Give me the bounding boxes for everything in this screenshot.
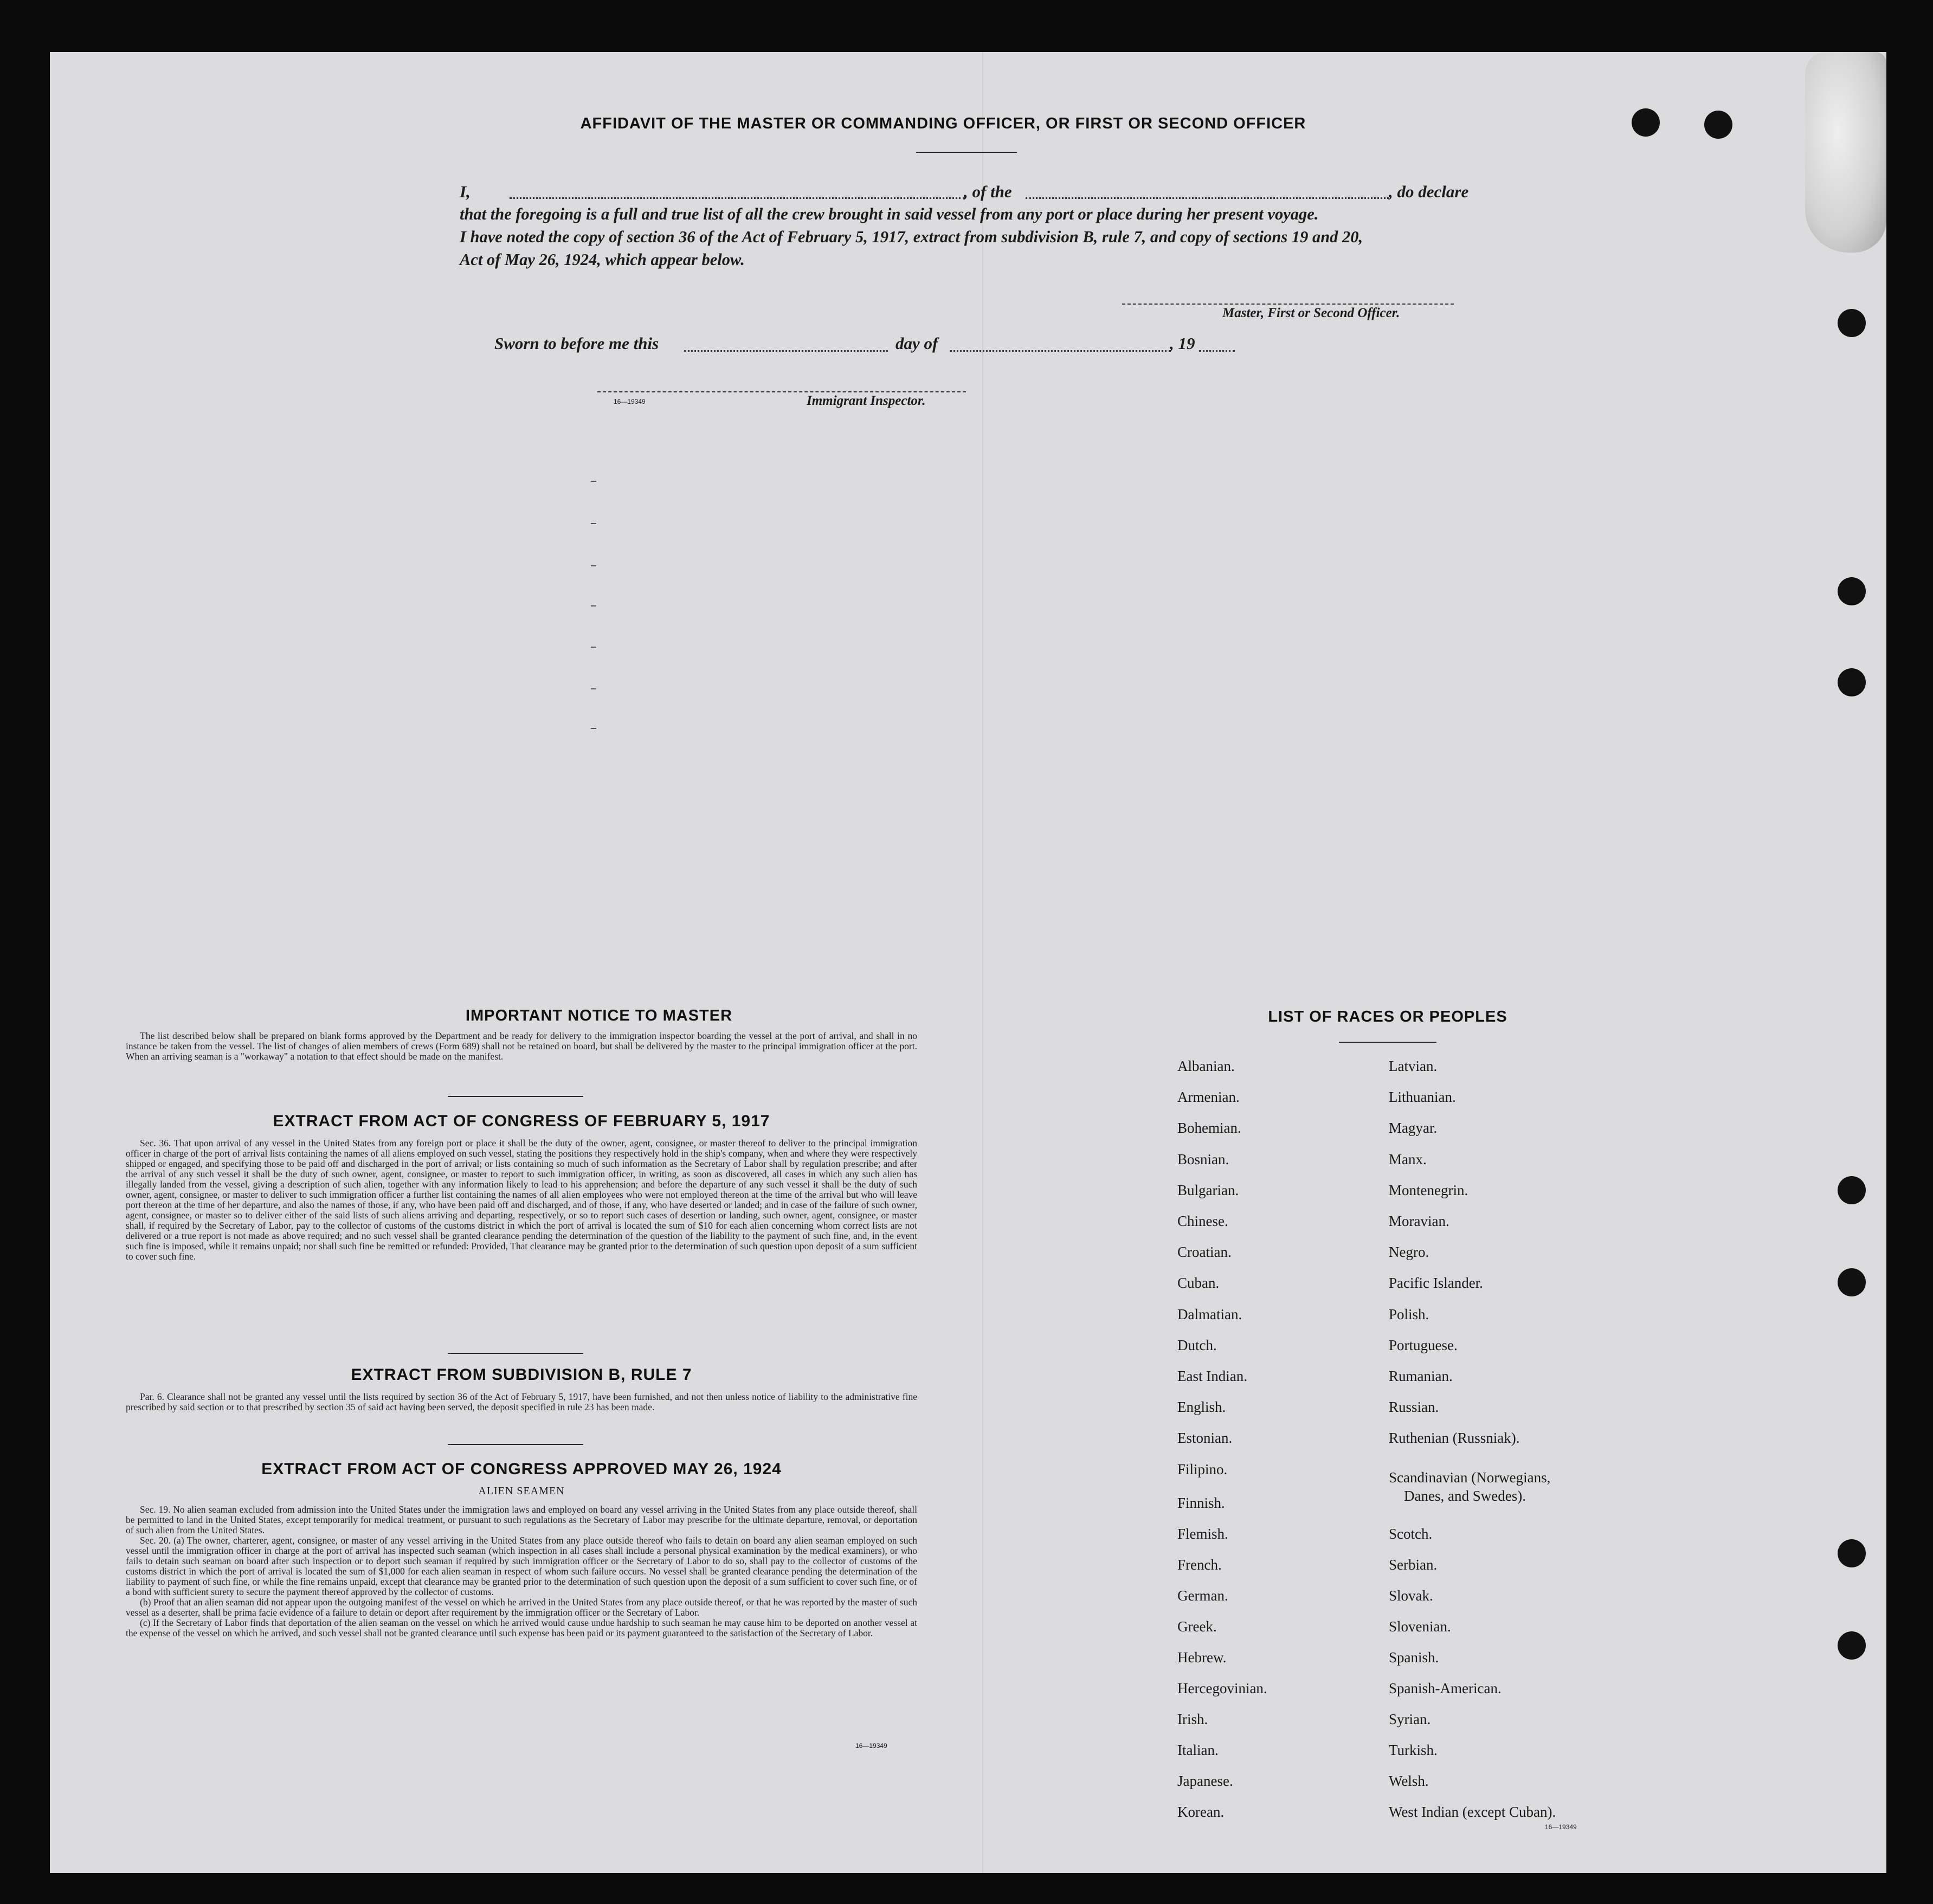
name-blank[interactable] [510, 184, 965, 199]
race-item: Korean. [1177, 1804, 1225, 1820]
sworn-year-blank[interactable] [1199, 337, 1235, 352]
race-item: Italian. [1177, 1742, 1219, 1758]
sec-19-paragraph: Sec. 19. No alien seaman excluded from admission into the United States under the immigration laws and employed on board any vessel arriving in the United States from any place outside thereof, shall be permitted to land in the United States, except temporarily for medical treatment, or pursuant to such regulations as the Secretary of Labor may prescribe for the ultimate departure, removal, or deportation of such alien from the United States. [126, 1504, 917, 1535]
race-item: Manx. [1389, 1151, 1427, 1167]
race-item: Turkish. [1389, 1742, 1438, 1758]
affidavit-line2: that the foregoing is a full and true list of all the crew brought in said vessel from any port or place during her present voyage. [460, 205, 1319, 223]
punch-hole [1838, 668, 1866, 696]
tick-mark [591, 565, 596, 566]
races-title: LIST OF RACES OR PEOPLES [1268, 1008, 1507, 1025]
inspector-caption: Immigrant Inspector. [807, 393, 926, 408]
sworn-month-blank[interactable] [950, 337, 1171, 352]
race-item: Moravian. [1389, 1213, 1449, 1229]
race-item: Polish. [1389, 1306, 1429, 1322]
sworn-prefix: Sworn to before me this [494, 334, 659, 353]
section-rule [448, 1444, 583, 1445]
race-item: Syrian. [1389, 1711, 1431, 1727]
title-rule [916, 152, 1017, 153]
extract-1924-title: EXTRACT FROM ACT OF CONGRESS APPROVED MAY 26, 1924 [261, 1460, 782, 1478]
tick-mark [591, 605, 596, 606]
race-item: East Indian. [1177, 1368, 1247, 1384]
vessel-blank[interactable] [1026, 184, 1389, 199]
race-item: Scandinavian (Norwegians, [1389, 1469, 1551, 1486]
race-item: Serbian. [1389, 1557, 1438, 1573]
tick-mark [591, 688, 596, 689]
race-item: Magyar. [1389, 1120, 1438, 1136]
subdivision-body [126, 1392, 917, 1412]
punch-hole [1838, 577, 1866, 605]
race-item: Spanish-American. [1389, 1680, 1502, 1696]
race-item: Croatian. [1177, 1244, 1232, 1260]
race-item: Danes, and Swedes). [1404, 1488, 1526, 1504]
race-item: Albanian. [1177, 1058, 1235, 1074]
sec-20b-paragraph: (b) Proof that an alien seaman did not appear upon the outgoing manifest of the vessel on which he arrived in the United States from any place outside thereof, or that he was reported by the master of such vessel as a deserter, shall be prima facie evidence of a failure to detain or deport after requirement by the immigration officer or the Secretary of Labor. [126, 1597, 917, 1618]
affidavit-form-number: 16—19349 [614, 398, 646, 405]
race-item: Hercegovinian. [1177, 1680, 1267, 1696]
race-item: Flemish. [1177, 1526, 1228, 1542]
race-item: German. [1177, 1587, 1228, 1604]
par-6-paragraph: Par. 6. Clearance shall not be granted any vessel until the lists required by section 36 of the Act of February 5, 1917, have been furnished, and not then unless notice of liability to the administrative fine prescribed by said section or to that prescribed by section 35 of said act having been served, the deposit specified in rule 23 has been made. [126, 1391, 917, 1412]
fold-crease [982, 52, 983, 1873]
sworn-day-of: day of [895, 334, 938, 353]
race-item: Negro. [1389, 1244, 1429, 1260]
section-rule [448, 1096, 583, 1097]
sworn-day-blank[interactable] [684, 337, 888, 352]
race-item: West Indian (except Cuban). [1389, 1804, 1556, 1820]
punch-hole [1838, 1539, 1866, 1567]
race-item: Slovak. [1389, 1587, 1433, 1604]
sec-20a-paragraph: Sec. 20. (a) The owner, charterer, agent, consignee, or master of any vessel arriving in the United States from any place outside thereof who fails to detain on board any alien seaman employed on such vessel until the immigration officer in charge at the port of arrival has inspected such seaman (which inspection in all cases shall include a personal physical examination by the medical examiners), or who fails to detain such seaman on board after such inspection or to deport such seaman if required by such immigration officer or the Secretary of Labor to do so, shall pay to the collector of customs of the customs district in which the port of arrival is located the sum of $1,000 for each alien seaman in respect of whom such failure occurs. No vessel shall be granted clearance pending the determination of the liability to payment of such fine, or while the fine remains unpaid, except that clearance may be granted prior to the determination of such question upon the deposit of a sum sufficient to cover such fine, or of a bond with sufficient surety to secure the payment thereof approved by the collector of customs. [126, 1535, 917, 1597]
tick-mark [591, 523, 596, 524]
race-item: Bulgarian. [1177, 1182, 1239, 1198]
race-item: Dutch. [1177, 1337, 1217, 1353]
punch-hole [1632, 108, 1660, 137]
race-item: Rumanian. [1389, 1368, 1453, 1384]
affidavit-of-the: , of the [964, 182, 1012, 201]
master-signature-caption: Master, First or Second Officer. [1222, 306, 1400, 320]
race-item: Scotch. [1389, 1526, 1433, 1542]
races-form-number: 16—19349 [1545, 1823, 1577, 1831]
notice-body [126, 1031, 917, 1062]
race-item: French. [1177, 1557, 1222, 1573]
race-item: Portuguese. [1389, 1337, 1458, 1353]
sworn-year-label: , 19 [1170, 334, 1195, 353]
punch-hole [1838, 1268, 1866, 1296]
race-item: Irish. [1177, 1711, 1208, 1727]
alien-seamen-subtitle: ALIEN SEAMEN [478, 1485, 565, 1497]
race-item: Spanish. [1389, 1649, 1439, 1666]
race-item: Hebrew. [1177, 1649, 1227, 1666]
tick-mark [591, 481, 596, 482]
race-item: Lithuanian. [1389, 1089, 1456, 1105]
race-item: Japanese. [1177, 1773, 1233, 1789]
race-item: Ruthenian (Russniak). [1389, 1430, 1520, 1446]
race-item: Slovenian. [1389, 1618, 1451, 1635]
races-rule [1339, 1042, 1436, 1043]
affidavit-i: I, [460, 182, 471, 201]
race-item: Cuban. [1177, 1275, 1220, 1291]
extract-1917-title: EXTRACT FROM ACT OF CONGRESS OF FEBRUARY 5, 1917 [273, 1112, 770, 1130]
inspector-signature-line[interactable] [597, 382, 966, 392]
race-item: Bosnian. [1177, 1151, 1229, 1167]
extract-form-number: 16—19349 [855, 1742, 887, 1750]
master-signature-line[interactable] [1122, 293, 1454, 305]
race-item: Pacific Islander. [1389, 1275, 1483, 1291]
punch-hole [1838, 1176, 1866, 1204]
race-item: Finnish. [1177, 1495, 1225, 1511]
punch-hole [1704, 111, 1732, 139]
race-item: Filipino. [1177, 1461, 1228, 1477]
affidavit-do-declare: , do declare [1389, 182, 1469, 201]
tick-mark [591, 728, 596, 729]
race-item: Latvian. [1389, 1058, 1438, 1074]
race-item: Estonian. [1177, 1430, 1233, 1446]
punch-hole [1838, 1631, 1866, 1660]
race-item: Dalmatian. [1177, 1306, 1242, 1322]
race-item: Armenian. [1177, 1089, 1240, 1105]
affidavit-title: AFFIDAVIT OF THE MASTER OR COMMANDING OFFICER, OR FIRST OR SECOND OFFICER [580, 115, 1306, 132]
race-item: Montenegrin. [1389, 1182, 1468, 1198]
race-item: Greek. [1177, 1618, 1217, 1635]
sec-36-paragraph: Sec. 36. That upon arrival of any vessel in the United States from any foreign port or place it shall be the duty of the owner, agent, consignee, or master thereof to deliver to the principal immigration officer in charge of the port of arrival lists containing the names of all aliens employed on such vessel, stating the positions they respectively hold in the ship's company, when and where they were respectively shipped or engaged, and specifying those to be paid off and discharged in the port of arrival; or lists containing so much of such information as the Secretary of Labor shall by regulation prescribe; and after the arrival of any such vessel it shall be the duty of such owner, agent, consignee, or master to report to such immigration officer, in writing, as soon as discovered, all cases in which any such alien has illegally landed from the vessel, giving a description of such alien, together with any information likely to lead to his apprehension; and before the departure of any such vessel it shall be the duty of such owner, agent, consignee, or master to deliver to such immigration officer a further list containing the names of all alien employees who were not employed thereon at the time of the arrival but who will leave port thereon at the time of her departure, and also the names of those, if any, who have been paid off and discharged, and of those, if any, who have deserted or landed; and in case of the failure of such owner, agent, consignee, or master so to deliver either of the said lists of such aliens arriving and departing, respectively, or so to report such cases of desertion or landing, such owner, agent, consignee, or master shall, if required by the Secretary of Labor, pay to the collector of customs of the customs district in which the port of arrival is located the sum of $10 for each alien concerning whom correct lists are not delivered or a true report is not made as above required; and no such vessel shall be granted clearance pending the determination of the question of the liability to the payment of such fine, and, in the event such fine is imposed, while it remains unpaid; nor shall such fine be remitted or refunded: Provided, That clearance may be granted prior to the determination of such question upon deposit of a sum sufficient to cover such fine. [126, 1138, 917, 1262]
notice-title: IMPORTANT NOTICE TO MASTER [465, 1007, 733, 1024]
race-item: Bohemian. [1177, 1120, 1241, 1136]
race-item: Welsh. [1389, 1773, 1429, 1789]
affidavit-line3: I have noted the copy of section 36 of the Act of February 5, 1917, extract from subdivision B, rule 7, and copy of sections 19 and 20, [460, 228, 1363, 246]
punch-hole [1838, 309, 1866, 337]
sec-20c-paragraph: (c) If the Secretary of Labor finds that deportation of the alien seaman on the vessel on which he arrived would cause undue hardship to such seaman he may cause him to be deported on another vessel at the expense of the vessel on which he arrived, and such vessel shall not be granted clearance until such expense has been paid or its payment guaranteed to the satisfaction of the Secretary of Labor. [126, 1617, 917, 1638]
notice-paragraph: The list described below shall be prepared on blank forms approved by the Department and be ready for delivery to the immigration inspector boarding the vessel at the port of arrival, and shall in no instance be taken from the vessel. The list of changes of alien members of crews (Form 689) shall not be retained on board, but shall be delivered by the master to the principal immigration officer at the port. When an arriving seaman is a "workaway" a notation to that effect should be made on the manifest. [126, 1030, 917, 1062]
extract-1917-body [126, 1138, 917, 1262]
extract-1924-body [126, 1505, 917, 1638]
affidavit-line4: Act of May 26, 1924, which appear below. [460, 250, 745, 269]
tick-mark [591, 647, 596, 648]
section-rule [448, 1353, 583, 1354]
race-item: Chinese. [1177, 1213, 1228, 1229]
paper-tab [1805, 52, 1886, 253]
race-item: English. [1177, 1399, 1226, 1415]
race-item: Russian. [1389, 1399, 1439, 1415]
subdivision-title: EXTRACT FROM SUBDIVISION B, RULE 7 [351, 1366, 692, 1384]
